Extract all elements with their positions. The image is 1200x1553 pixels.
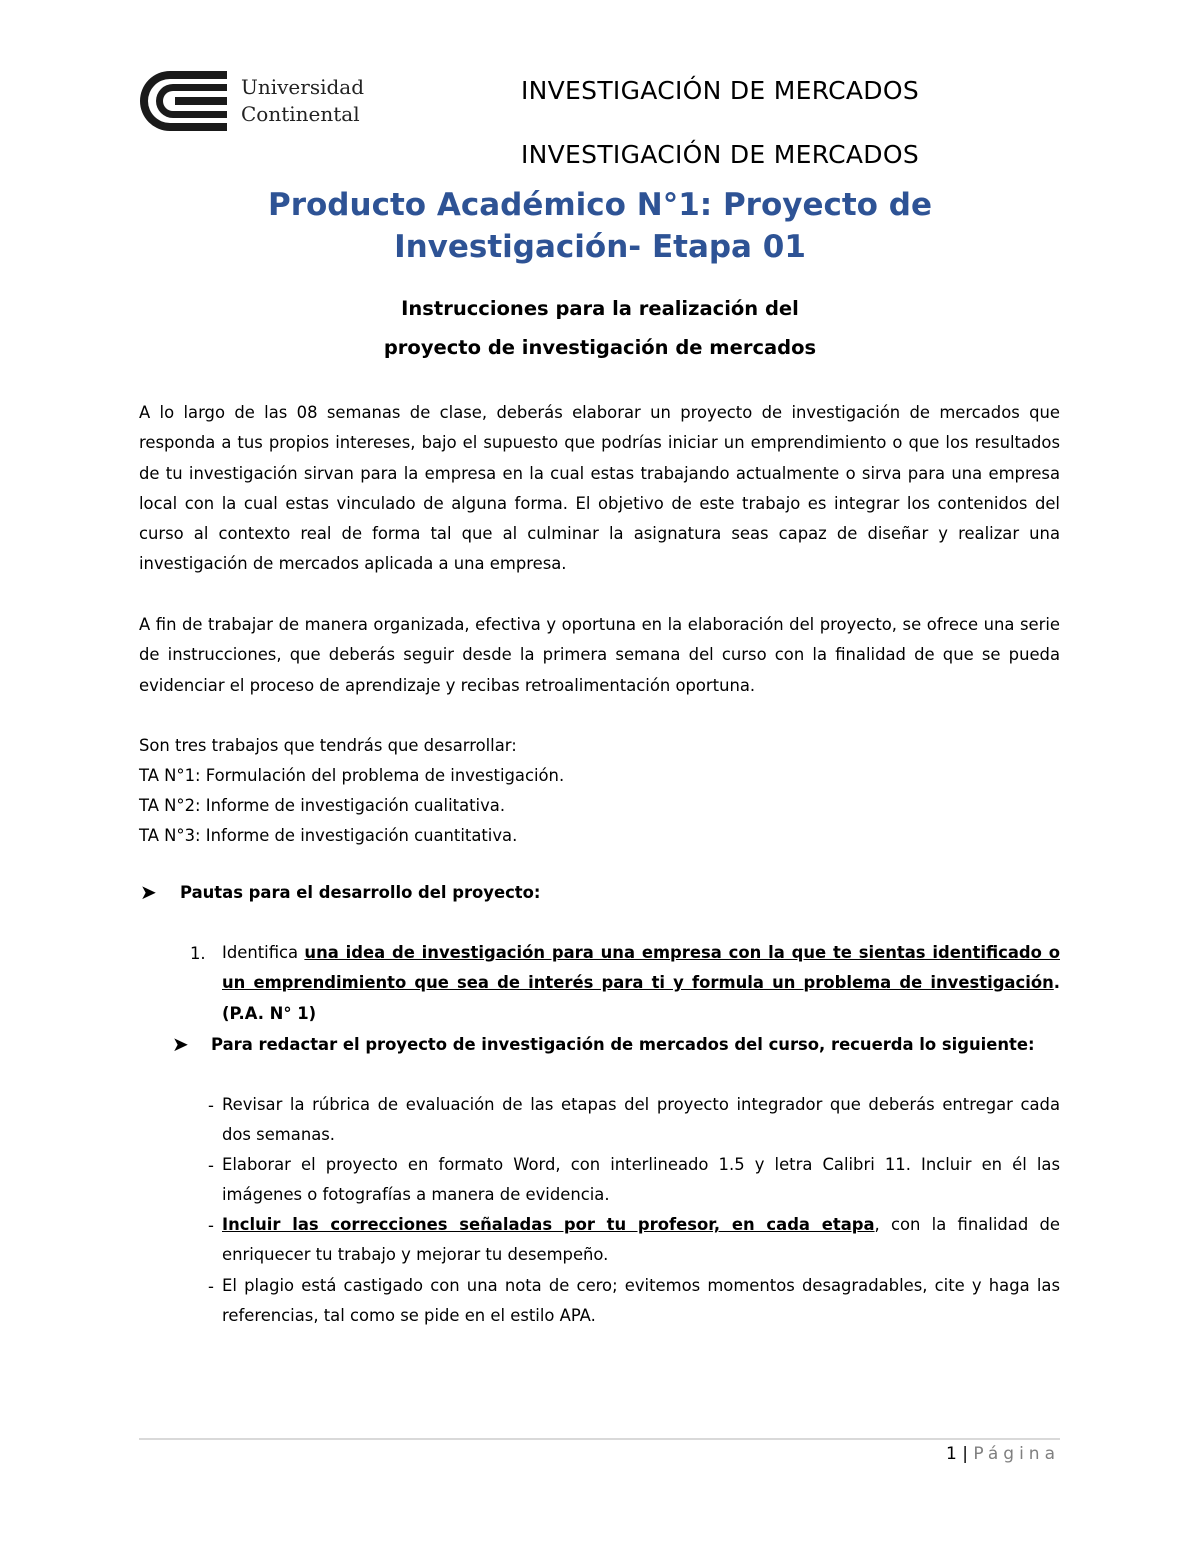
arrow-bullet-icon: ➤ (140, 880, 157, 904)
guideline-item-1 (222, 938, 1060, 1029)
document-title-line-1: Producto Académico N°1: Proyecto de (268, 187, 932, 223)
page-label: Página (973, 1444, 1060, 1464)
arrow-bullet-icon: ➤ (172, 1032, 189, 1056)
dash-bullet: - (208, 1096, 214, 1115)
reminder-item-4: El plagio está castigado con una nota de cero; evitemos momentos desagradables, cite y haga las referencias, tal como se pide en el estilo APA. (222, 1276, 1060, 1326)
reminder-item-3 (222, 1210, 1060, 1271)
course-header-top: INVESTIGACIÓN DE MERCADOS (520, 76, 919, 105)
intro-paragraph: A lo largo de las 08 semanas de clase, deberás elaborar un proyecto de investigación de mercados que responda a tus propios intereses, bajo el supuesto que podrías iniciar un emprendimiento o que los resultados de tu investigación sirvan para la empresa en la cual estas trabajando actualmente o sirva para una empresa local con la cual estas vinculado de alguna forma. El objetivo de este trabajo es integrar los contenidos del curso al contexto real de forma tal que al culminar la asignatura seas capaz de diseñar y realizar una investigación de mercados aplicada a una empresa. (139, 403, 1060, 574)
page-number: 1 (946, 1444, 957, 1464)
work-item-3: TA N°3: Informe de investigación cuantitativa. (139, 826, 518, 845)
work-item-1: TA N°1: Formulación del problema de investigación. (139, 766, 565, 785)
reminder-item-3-rest: , con la finalidad de enriquecer tu trabajo y mejorar tu desempeño. (222, 1215, 1060, 1265)
works-intro: Son tres trabajos que tendrás que desarrollar: (139, 736, 517, 755)
guidelines-heading: Pautas para el desarrollo del proyecto: (180, 883, 541, 902)
dash-bullet: - (208, 1156, 214, 1175)
dash-bullet: - (208, 1216, 214, 1235)
logo-line-2: Continental (241, 102, 360, 126)
page-footer (946, 1444, 1060, 1464)
guideline-item-1-underlined: una idea de investigación para una empresa con la que te sientas identificado o un emprendimiento que sea de interés para ti y formula un problema de investigación (222, 943, 1060, 993)
organization-paragraph: A fin de trabajar de manera organizada, efectiva y oportuna en la elaboración del proyecto, se ofrece una serie de instrucciones, que deberás seguir desde la primera semana del curso con la finalidad de que se pueda evidenciar el proceso de aprendizaje y recibas retroalimentación oportuna. (139, 615, 1060, 695)
subtitle-line-1: Instrucciones para la realización del (401, 297, 799, 320)
dash-bullet: - (208, 1277, 214, 1296)
course-header-second: INVESTIGACIÓN DE MERCADOS (520, 140, 919, 169)
guideline-item-1-suffix: . (P.A. N° 1) (222, 973, 1060, 1023)
reminder-heading: Para redactar el proyecto de investigación de mercados del curso, recuerda lo siguiente: (211, 1035, 1035, 1054)
reminder-item-1: Revisar la rúbrica de evaluación de las etapas del proyecto integrador que deberás entregar cada dos semanas. (222, 1095, 1060, 1145)
guideline-item-1-prefix: Identifica (222, 943, 305, 962)
list-number-1: 1. (190, 944, 206, 963)
footer-divider (139, 1438, 1060, 1440)
subtitle-line-2: proyecto de investigación de mercados (383, 336, 817, 359)
reminder-item-3-underlined: Incluir las correcciones señaladas por tu profesor, en cada etapa (222, 1215, 875, 1234)
logo-line-1: Universidad (241, 75, 365, 99)
document-title-line-2: Investigación- Etapa 01 (394, 229, 806, 265)
work-item-2: TA N°2: Informe de investigación cualitativa. (139, 796, 506, 815)
footer-separator: | (962, 1444, 968, 1464)
reminder-item-2: Elaborar el proyecto en formato Word, con interlineado 1.5 y letra Calibri 11. Incluir en él las imágenes o fotografías a manera de evidencia. (222, 1155, 1060, 1205)
